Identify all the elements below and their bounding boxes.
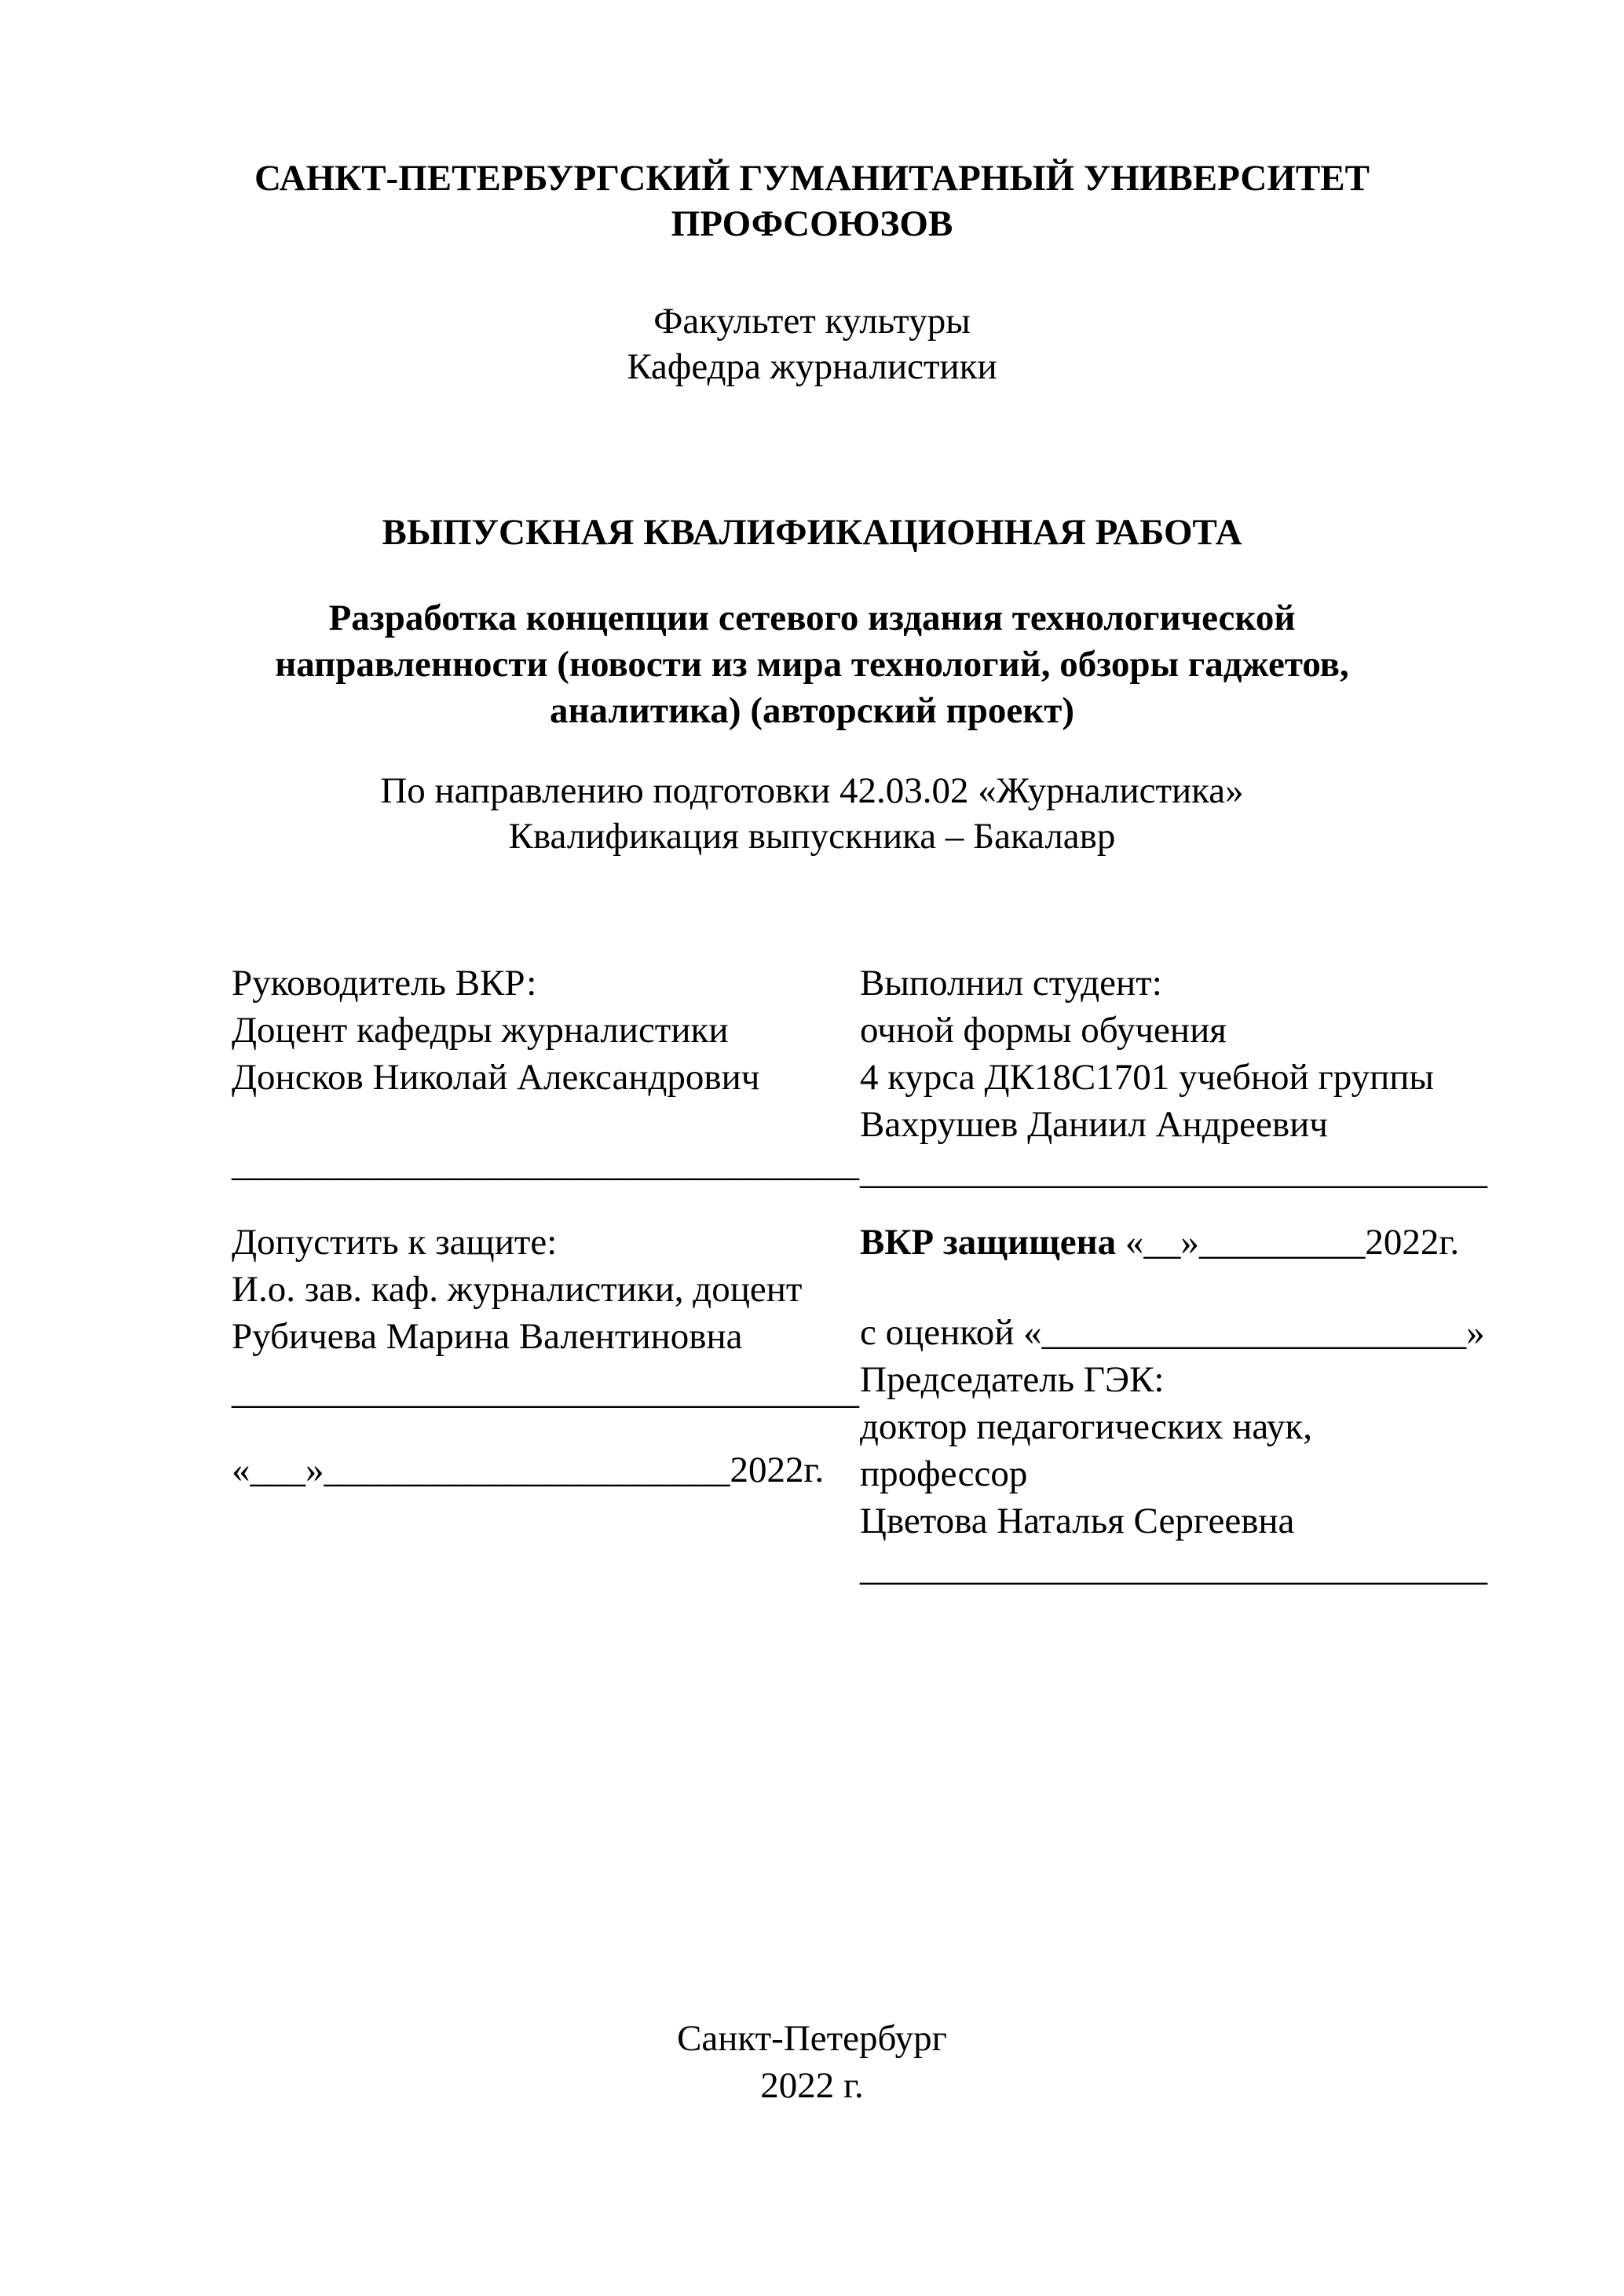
study-direction: По направлению подготовки 42.03.02 «Журналистика» — [380, 770, 1244, 811]
footer-year: 2022 г. — [760, 2065, 864, 2106]
chair-name: Цветова Наталья Сергеевна — [860, 1501, 1295, 1541]
study-direction-block — [0, 768, 1624, 859]
thesis-title-line1: Разработка концепции сетевого издания технологической — [328, 598, 1296, 638]
footer-city: Санкт-Петербург — [677, 2018, 947, 2059]
supervisor-name: Донсков Николай Александрович — [232, 1057, 760, 1098]
student-column — [860, 960, 1516, 1592]
university-name-line2: ПРОФСОЮЗОВ — [671, 203, 953, 244]
university-name-line1: САНКТ-ПЕТЕРБУРГСКИЙ ГУМАНИТАРНЫЙ УНИВЕРСИТЕТ — [254, 158, 1370, 199]
thesis-title — [0, 595, 1624, 734]
signature-columns — [232, 960, 1516, 1592]
student-form: очной формы обучения — [860, 1010, 1227, 1051]
thesis-title-line2: направленности (новости из мира технологий, обзоры гаджетов, — [275, 644, 1349, 685]
student-label: Выполнил студент: — [860, 963, 1162, 1004]
admit-signature-line: __________________________________ — [232, 1371, 859, 1412]
faculty-name: Факультет культуры — [653, 301, 971, 342]
thesis-title-line3: аналитика) (авторский проект) — [549, 690, 1075, 731]
admit-name: Рубичева Марина Валентиновна — [232, 1316, 743, 1357]
supervisor-signature-line: __________________________________ — [232, 1143, 859, 1184]
chair-signature-line: __________________________________ — [860, 1548, 1487, 1589]
faculty-department — [0, 298, 1624, 389]
chair-label: Председатель ГЭК: — [860, 1359, 1165, 1400]
chair-degree: доктор педагогических наук, — [860, 1406, 1312, 1447]
department-name: Кафедра журналистики — [627, 346, 997, 387]
student-signature-line: __________________________________ — [860, 1151, 1487, 1192]
defended-label: ВКР защищена — [860, 1222, 1117, 1263]
supervisor-label: Руководитель ВКР: — [232, 963, 537, 1004]
supervisor-position: Доцент кафедры журналистики — [232, 1010, 729, 1051]
qualification: Квалификация выпускника – Бакалавр — [508, 816, 1116, 857]
student-name: Вахрушев Даниил Андреевич — [860, 1104, 1328, 1145]
student-group: 4 курса ДК18С1701 учебной группы — [860, 1057, 1434, 1098]
supervisor-column — [232, 960, 860, 1592]
admit-date-line: «___»______________________2022г. — [232, 1450, 825, 1490]
chair-title: профессор — [860, 1453, 1028, 1494]
grade-line: с оценкой «_______________________» — [860, 1312, 1485, 1353]
defended-line — [860, 1219, 1516, 1266]
footer — [0, 2015, 1624, 2109]
university-name — [0, 155, 1624, 247]
admit-label: Допустить к защите: — [232, 1222, 558, 1263]
work-type-heading: ВЫПУСКНАЯ КВАЛИФИКАЦИОННАЯ РАБОТА — [382, 512, 1242, 553]
admit-position: И.о. зав. каф. журналистики, доцент — [232, 1269, 803, 1310]
defended-date-blank: «__»_________2022г. — [1116, 1222, 1460, 1263]
